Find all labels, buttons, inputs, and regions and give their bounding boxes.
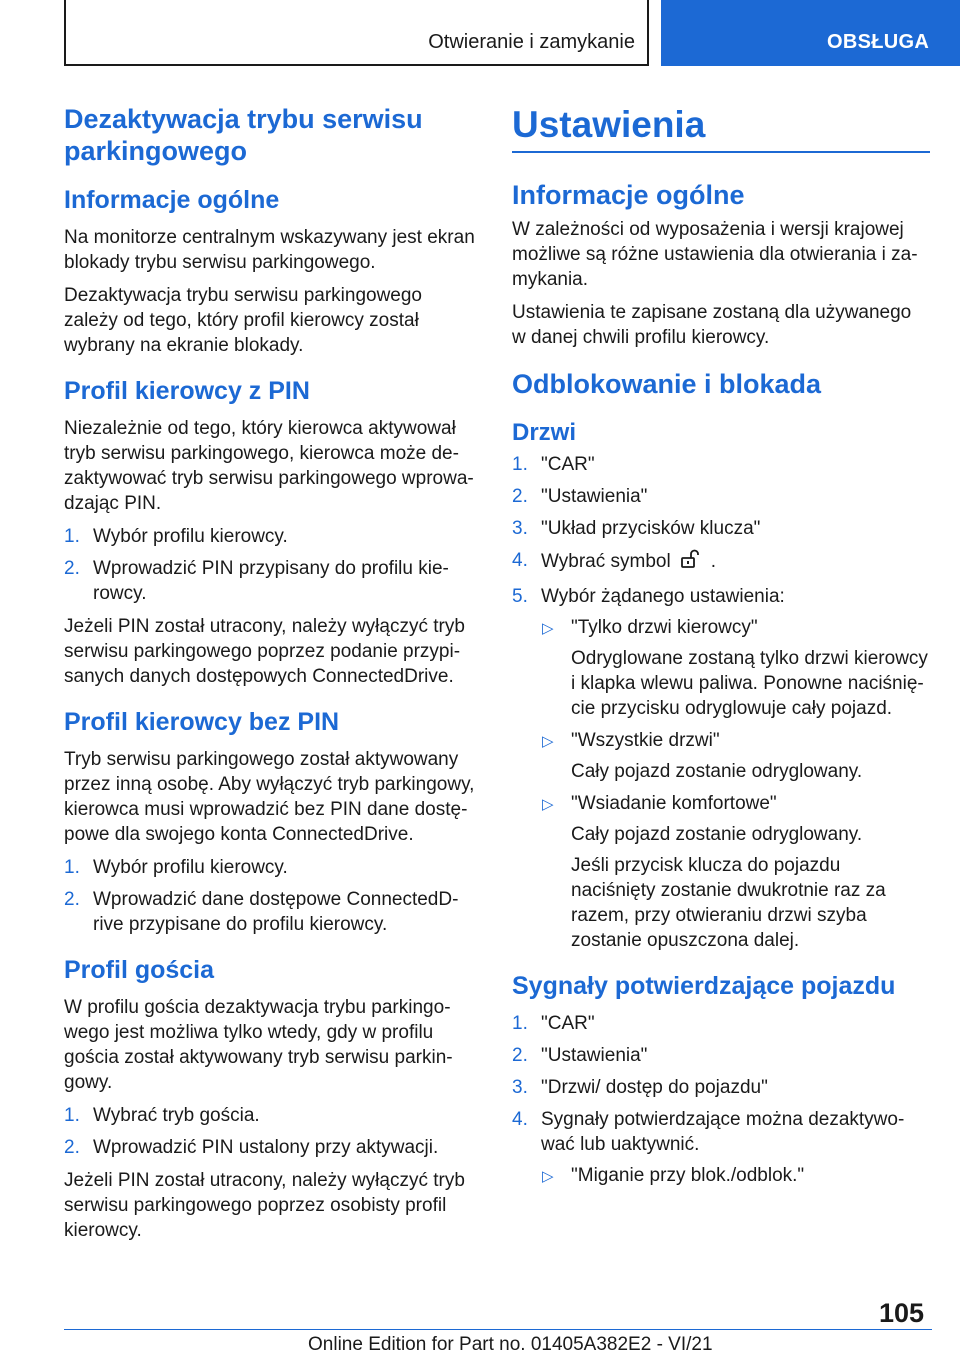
- list-item: [64, 887, 480, 937]
- step-number: 2.: [512, 486, 528, 507]
- step-text: "CAR": [541, 454, 595, 475]
- left-column: [64, 103, 480, 1251]
- chapter-title: Otwieranie i zamykanie: [428, 31, 635, 53]
- paragraph: Ustawienia te zapisane zostaną dla używanego w danej chwili profilu kierowcy.: [512, 302, 912, 348]
- heading-profil-z-pin: Profil kierowcy z PIN: [64, 377, 310, 405]
- step-text: "Układ przycisków klucza": [541, 518, 761, 539]
- paragraph: Dezaktywacja trybu serwisu parkingowego zależy od tego, który profil kierowcy został wybrany na ekranie blokady.: [64, 285, 422, 356]
- step-number: 1.: [64, 857, 80, 878]
- option-list: [541, 615, 930, 953]
- step-number: 1.: [64, 1105, 80, 1126]
- step-text-suffix: .: [710, 551, 716, 572]
- step-text: "Ustawienia": [541, 1045, 648, 1066]
- step-number: 1.: [512, 1013, 528, 1034]
- step-list: [512, 452, 930, 953]
- paragraph: W zależności od wyposażenia i wersji krajowej możliwe są różne ustawienia dla otwierania i zamykania.: [512, 219, 918, 290]
- option-label: "Wszystkie drzwi": [571, 730, 720, 751]
- step-list: [512, 1011, 930, 1188]
- list-item: [64, 855, 480, 880]
- option-item: [541, 791, 930, 953]
- heading-profil-goscia: Profil gościa: [64, 956, 215, 984]
- step-number: 2.: [64, 1137, 80, 1158]
- list-item: [512, 452, 930, 477]
- list-item: [512, 484, 930, 509]
- heading-drzwi: Drzwi: [512, 419, 577, 446]
- list-item: [64, 1135, 480, 1160]
- paragraph: Na monitorze centralnym wskazywany jest ekran blokady trybu serwisu parkingowego.: [64, 227, 475, 273]
- step-number: 1.: [64, 526, 80, 547]
- paragraph: Niezależnie od tego, który kierowca aktywował tryb serwisu parkingowego, kierowca może dezaktywować tryb serwisu parkingowego wprowadzając PIN.: [64, 418, 474, 514]
- step-text: Wprowadzić PIN przypisany do profilu kierowcy.: [93, 558, 449, 604]
- edition-footer: Online Edition for Part no. 01405A382E2 - VI/21: [308, 1334, 713, 1355]
- paragraph: Tryb serwisu parkingowego został aktywowany przez inną osobę. Aby wyłączyć tryb parkingowy, kierowca musi wprowadzić bez PIN dane dostępowe dla swojego konta ConnectedDrive.: [64, 749, 475, 845]
- step-list: [64, 1103, 480, 1160]
- heading-informacje-ogolne-right: Informacje ogólne: [512, 180, 745, 210]
- page-number: 105: [879, 1298, 925, 1328]
- step-number: 2.: [64, 558, 80, 579]
- option-item: [541, 1163, 930, 1188]
- list-item: [512, 1043, 930, 1068]
- step-text: Wprowadzić dane dostępowe ConnectedDrive przypisane do profilu kierowcy.: [93, 889, 459, 935]
- step-list: [64, 524, 480, 606]
- footer-divider: [64, 1329, 932, 1330]
- step-number: 5.: [512, 586, 528, 607]
- step-text: Wybór profilu kierowcy.: [93, 526, 288, 547]
- option-description: Cały pojazd zostanie odryglowany.: [571, 824, 863, 845]
- step-text: Wybrać symbol: [541, 551, 671, 572]
- list-item: [512, 516, 930, 541]
- list-item: [512, 1107, 930, 1188]
- step-text: Wybór profilu kierowcy.: [93, 857, 288, 878]
- paragraph: Jeżeli PIN został utracony, należy wyłączyć tryb serwisu parkingowego poprzez osobisty profil kierowcy.: [64, 1170, 465, 1241]
- triangle-bullet-icon: ▷: [542, 733, 554, 750]
- option-item: [541, 728, 930, 784]
- step-number: 4.: [512, 550, 528, 571]
- list-item: [512, 548, 930, 577]
- option-description: Odryglowane zostaną tylko drzwi kierowcy i klapka wlewu paliwa. Ponowne naciśnięcie przycisku odryglowuje cały pojazd.: [571, 648, 928, 719]
- step-text: "CAR": [541, 1013, 595, 1034]
- step-number: 3.: [512, 1077, 528, 1098]
- left-title: Dezaktywacja trybu serwisu parkingowego: [64, 104, 423, 166]
- option-description: Jeśli przycisk klucza do pojazdu naciśnięty zostanie dwukrotnie raz za razem, przy otwieraniu drzwi szyba zostanie opuszczona dalej.: [571, 855, 886, 951]
- paragraph: W profilu gościa dezaktywacja trybu parkingowego jest możliwa tylko wtedy, gdy w profilu gościa został aktywowany tryb serwisu parkingowy.: [64, 997, 453, 1093]
- heading-odblokowanie: Odblokowanie i blokada: [512, 369, 822, 399]
- right-column: [512, 103, 930, 1196]
- step-text: "Ustawienia": [541, 486, 648, 507]
- triangle-bullet-icon: ▷: [542, 620, 554, 637]
- step-text: Wybór żądanego ustawienia:: [541, 586, 785, 607]
- option-label: "Tylko drzwi kierowcy": [571, 617, 758, 638]
- list-item: [64, 556, 480, 606]
- step-number: 2.: [512, 1045, 528, 1066]
- option-label: "Miganie przy blok./odblok.": [571, 1165, 805, 1186]
- option-description: Cały pojazd zostanie odryglowany.: [571, 761, 863, 782]
- step-number: 4.: [512, 1109, 528, 1130]
- list-item: [512, 1011, 930, 1036]
- step-number: 3.: [512, 518, 528, 539]
- step-text: Sygnały potwierdzające można dezaktywować lub uaktywnić.: [541, 1109, 905, 1155]
- section-tab: [661, 0, 960, 66]
- step-number: 1.: [512, 454, 528, 475]
- paragraph: Jeżeli PIN został utracony, należy wyłączyć tryb serwisu parkingowego poprzez podanie przypisanych danych dostępowych ConnectedDrive.: [64, 616, 465, 687]
- step-text: "Drzwi/ dostęp do pojazdu": [541, 1077, 768, 1098]
- step-list: [64, 855, 480, 937]
- list-item: [512, 584, 930, 953]
- triangle-bullet-icon: ▷: [542, 1168, 554, 1185]
- list-item: [64, 1103, 480, 1128]
- heading-profil-bez-pin: Profil kierowcy bez PIN: [64, 708, 340, 736]
- page-header: [0, 0, 960, 66]
- heading-sygnaly: Sygnały potwierdzające pojazdu: [512, 972, 896, 1000]
- step-text: Wprowadzić PIN ustalony przy aktywacji.: [93, 1137, 439, 1158]
- option-list: [541, 1163, 930, 1188]
- list-item: [512, 1075, 930, 1100]
- unlock-icon: [679, 548, 701, 577]
- right-title: Ustawienia: [512, 103, 930, 153]
- step-number: 2.: [64, 889, 80, 910]
- section-label: OBSŁUGA: [827, 31, 930, 53]
- option-item: [541, 615, 930, 721]
- triangle-bullet-icon: ▷: [542, 796, 554, 813]
- step-text: Wybrać tryb gościa.: [93, 1105, 260, 1126]
- list-item: [64, 524, 480, 549]
- heading-informacje-ogolne: Informacje ogólne: [64, 186, 280, 214]
- option-label: "Wsiadanie komfortowe": [571, 793, 777, 814]
- chapter-tab: [64, 0, 649, 66]
